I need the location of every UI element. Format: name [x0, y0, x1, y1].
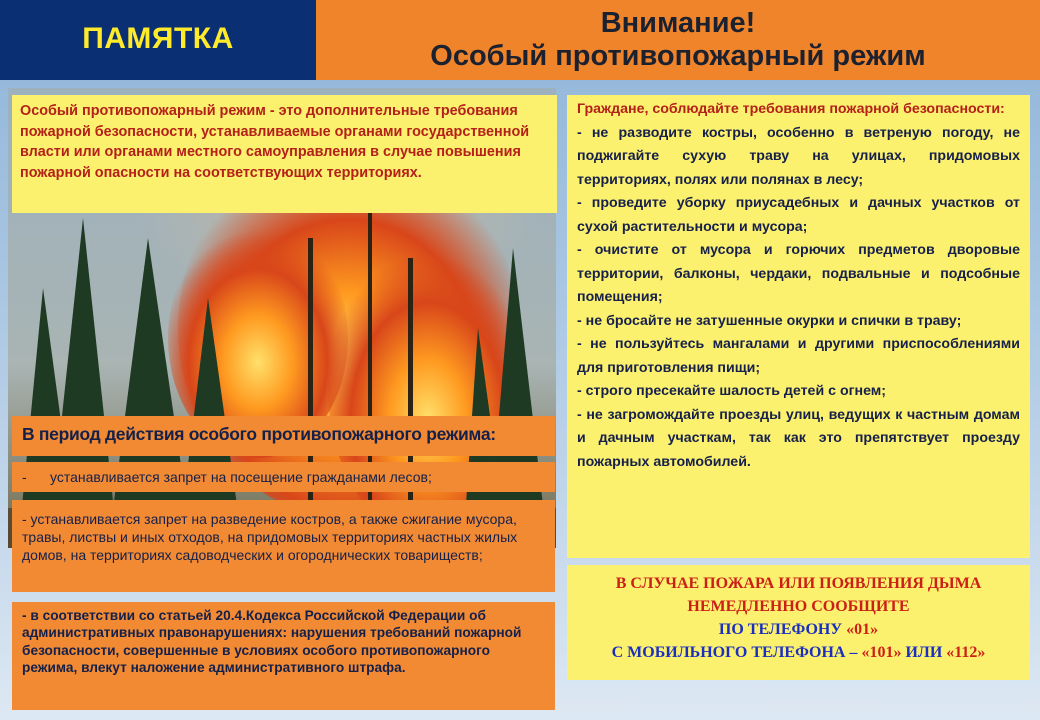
period-heading: В период действия особого противопожарного режима: [22, 424, 496, 444]
rules-intro: Граждане, соблюдайте требования пожарной безопасности: [577, 101, 1005, 117]
rule-item: - очистите от мусора и горючих предметов дворовые территории, балконы, чердаки, подвальные и подсобные помещения; [577, 242, 1020, 305]
phone-number-101: «101» [861, 644, 902, 661]
emergency-line-3 [567, 618, 1030, 641]
restriction-fine [12, 602, 555, 710]
header-subtitle: Особый противопожарный режим [430, 40, 926, 72]
restriction-fine-text: - в соответствии со статьей 20.4.Кодекса Российской Федерации об административных правонарушениях: нарушения требований пожарной безопасности, совершенные в условиях особого противопожарного режима, влекут наложение административного штрафа. [22, 608, 522, 676]
rule-item: - строго пресекайте шалость детей с огнем; [577, 383, 887, 399]
emergency-line-2: НЕМЕДЛЕННО СООБЩИТЕ [687, 598, 910, 615]
rule-item: - не разводите костры, особенно в ветреную погоду, не поджигайте сухую траву на улицах, придомовых территориях, полях или полянах в лесу; [577, 124, 1020, 188]
mobile-label: С МОБИЛЬНОГО ТЕЛЕФОНА – [611, 644, 858, 661]
or-label: ИЛИ [905, 644, 943, 661]
rule-item: - не пользуйтесь мангалами и другими приспособлениями для приготовления пищи; [577, 336, 1020, 376]
phone-label: ПО ТЕЛЕФОНУ [718, 621, 843, 638]
rule-item: - проведите уборку приусадебных и дачных участков от сухой растительности и мусора; [577, 195, 1020, 235]
restriction-bonfire [12, 500, 555, 592]
header-right-panel [316, 0, 1040, 80]
citizen-rules-box [567, 95, 1030, 558]
phone-number-112: «112» [946, 644, 986, 661]
restriction-forest-visit [12, 462, 555, 492]
header-left-panel [0, 0, 316, 80]
intro-definition-box [12, 95, 557, 213]
rule-item: - не бросайте не затушенные окурки и спички в траву; [577, 312, 962, 329]
restriction-forest-text: устанавливается запрет на посещение гражданами лесов; [50, 469, 432, 485]
emergency-call-box [567, 565, 1030, 680]
restriction-dash: - [22, 469, 27, 485]
phone-number-01: «01» [846, 621, 879, 638]
period-heading-box [12, 416, 555, 456]
header-title: ПАМЯТКА [82, 22, 234, 55]
emergency-line-4 [567, 641, 1030, 664]
rule-item: - не загромождайте проезды улиц, ведущих к частным домам и дачным участкам, так как это препятствует проезду пожарных автомобилей. [577, 406, 1020, 470]
intro-text: Особый противопожарный режим - это дополнительные требования пожарной безопасности, устанавливаемые органами государственной власти или органами местного самоуправления в случае повышения пожарной опасности на соответствующих территориях. [20, 103, 530, 181]
emergency-line-1: В СЛУЧАЕ ПОЖАРА ИЛИ ПОЯВЛЕНИЯ ДЫМА [615, 575, 982, 592]
restriction-bonfire-text: - устанавливается запрет на разведение костров, а также сжигание мусора, травы, листвы и иных отходов, на придомовых территориях частных жилых домов, на территориях садоводческих и огороднических товариществ; [22, 511, 518, 563]
header-attention: Внимание! [600, 7, 756, 39]
